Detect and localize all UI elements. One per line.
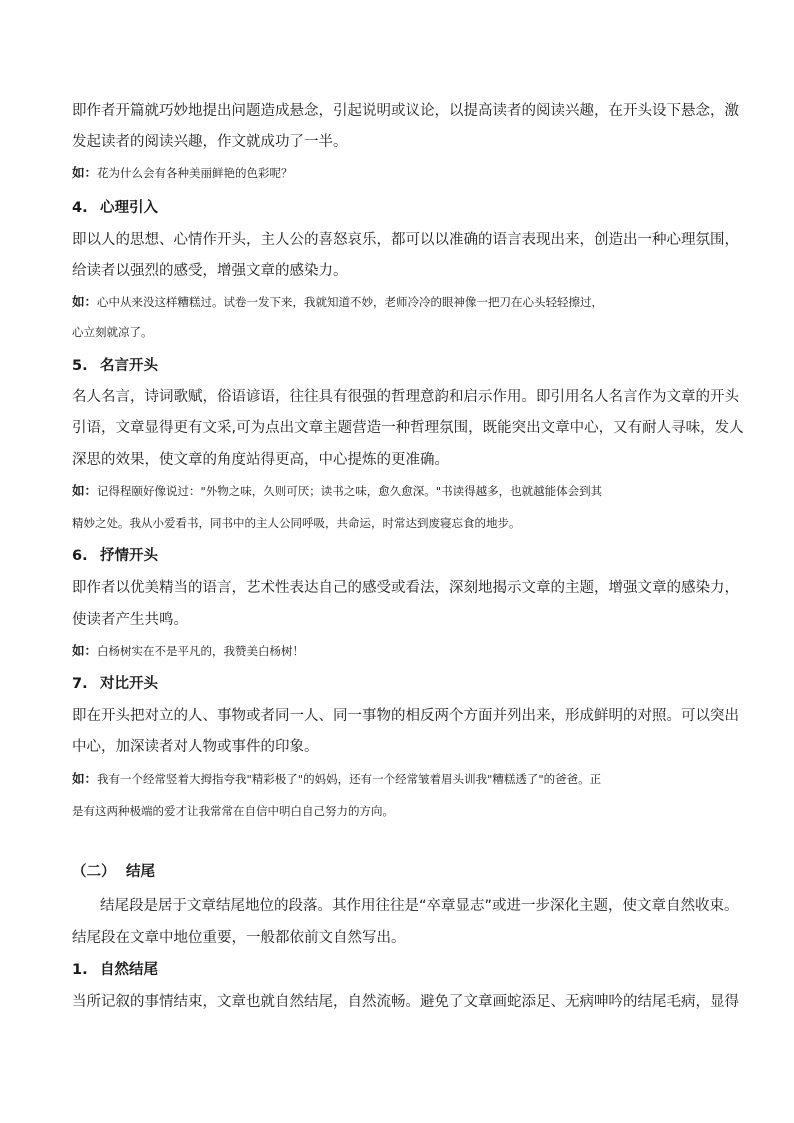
heading-quote-opening xyxy=(72,356,158,376)
example-line xyxy=(72,323,153,341)
example-label: 如： xyxy=(72,165,98,180)
example-label: 如： xyxy=(72,643,98,658)
heading-lyrical-opening xyxy=(72,546,158,566)
example-line xyxy=(72,770,601,788)
heading-contrast-opening xyxy=(72,674,158,694)
paragraph-line: 深思的效果，使文章的角度站得更高，中心提炼的更准确。 xyxy=(72,452,449,468)
paragraph-line: 发起读者的阅读兴趣，作文就成功了一半。 xyxy=(72,134,348,150)
heading-number: 1. xyxy=(72,962,88,978)
example-label: 如： xyxy=(72,771,98,786)
paragraph-line: 名人名言，诗词歌赋，俗语谚语，往往具有很强的哲理意韵和启示作用。即引用名人名言作为文章的开头 xyxy=(72,389,739,405)
heading-title: 对比开头 xyxy=(100,676,158,692)
heading-title: 心理引入 xyxy=(100,200,158,216)
example-text: 心中从来没这样糟糕过。试卷一发下来，我就知道不妙，老师冷冷的眼神像一把刀在心头轻轻擦过， xyxy=(97,295,604,309)
section-heading-ending xyxy=(72,862,155,882)
paragraph-line: 即在开头把对立的人、事物或者同一人、同一事物的相反两个方面并列出来，形成鲜明的对照。可以突出 xyxy=(72,708,739,724)
paragraph-line: 即作者开篇就巧妙地提出问题造成悬念，引起说明或议论，以提高读者的阅读兴趣，在开头设下悬念，激 xyxy=(72,103,739,119)
paragraph-line: 即以人的思想、心情作开头，主人公的喜怒哀乐，都可以以准确的语言表现出来，创造出一种心理氛围， xyxy=(72,232,739,248)
paragraph-line: 中心，加深读者对人物或事件的印象。 xyxy=(72,739,319,755)
paragraph-line: 结尾段是居于文章结尾地位的段落。其作用往往是“卒章显志”或进一步深化主题，使文章自然收束。 xyxy=(100,898,739,914)
heading-title: 名言开头 xyxy=(100,358,158,374)
example-line xyxy=(72,164,293,182)
paragraph-line: 给读者以强烈的感受，增强文章的感染力。 xyxy=(72,263,348,279)
heading-number: 5. xyxy=(72,358,88,374)
example-text: 白杨树实在不是平凡的，我赞美白杨树！ xyxy=(97,644,305,658)
heading-number: 7. xyxy=(72,676,88,692)
example-text: 心立刻就凉了。 xyxy=(72,325,153,339)
section-number: （二） xyxy=(72,864,116,880)
heading-number: 4. xyxy=(72,200,88,216)
heading-title: 抒情开头 xyxy=(100,548,158,564)
paragraph-line: 结尾段在文章中地位重要，一般都依前文自然写出。 xyxy=(72,930,406,946)
section-title: 结尾 xyxy=(126,864,155,880)
example-label: 如： xyxy=(72,483,98,498)
paragraph-line: 使读者产生共鸣。 xyxy=(72,612,188,628)
heading-psychological-intro xyxy=(72,198,158,218)
example-line xyxy=(72,514,521,532)
example-line xyxy=(72,642,304,660)
example-line xyxy=(72,293,603,311)
example-text: 花为什么会有各种美丽鲜艳的色彩呢？ xyxy=(97,166,293,180)
heading-title: 自然结尾 xyxy=(100,962,158,978)
example-label: 如： xyxy=(72,294,98,309)
heading-natural-ending xyxy=(72,960,158,980)
paragraph-line: 即作者以优美精当的语言，艺术性表达自己的感受或看法，深刻地揭示文章的主题，增强文章的感染力， xyxy=(72,580,739,596)
example-text: 精妙之处。我从小爱看书，同书中的主人公同呼吸，共命运，时常达到废寝忘食的地步。 xyxy=(72,516,521,530)
example-text: 是有这两种极端的爱才让我常常在自信中明白自己努力的方向。 xyxy=(72,804,394,818)
example-line xyxy=(72,482,602,500)
example-line xyxy=(72,802,394,820)
heading-number: 6. xyxy=(72,548,88,564)
example-text: 我有一个经常竖着大拇指夸我"精彩极了"的妈妈，还有一个经常皱着眉头训我"糟糕透了"的爸爸。正 xyxy=(97,772,602,786)
example-text: 记得程颐好像说过："外物之味，久则可厌；读书之味，愈久愈深。"书读得越多，也就越能体会到其 xyxy=(97,484,603,498)
paragraph-line: 引语，文章显得更有文采,可为点出文章主题营造一种哲理氛围，既能突出文章中心，又有耐人寻味，发人 xyxy=(72,420,744,436)
paragraph-line: 当所记叙的事情结束，文章也就自然结尾，自然流畅。避免了文章画蛇添足、无病呻吟的结尾毛病，显得 xyxy=(72,994,739,1010)
